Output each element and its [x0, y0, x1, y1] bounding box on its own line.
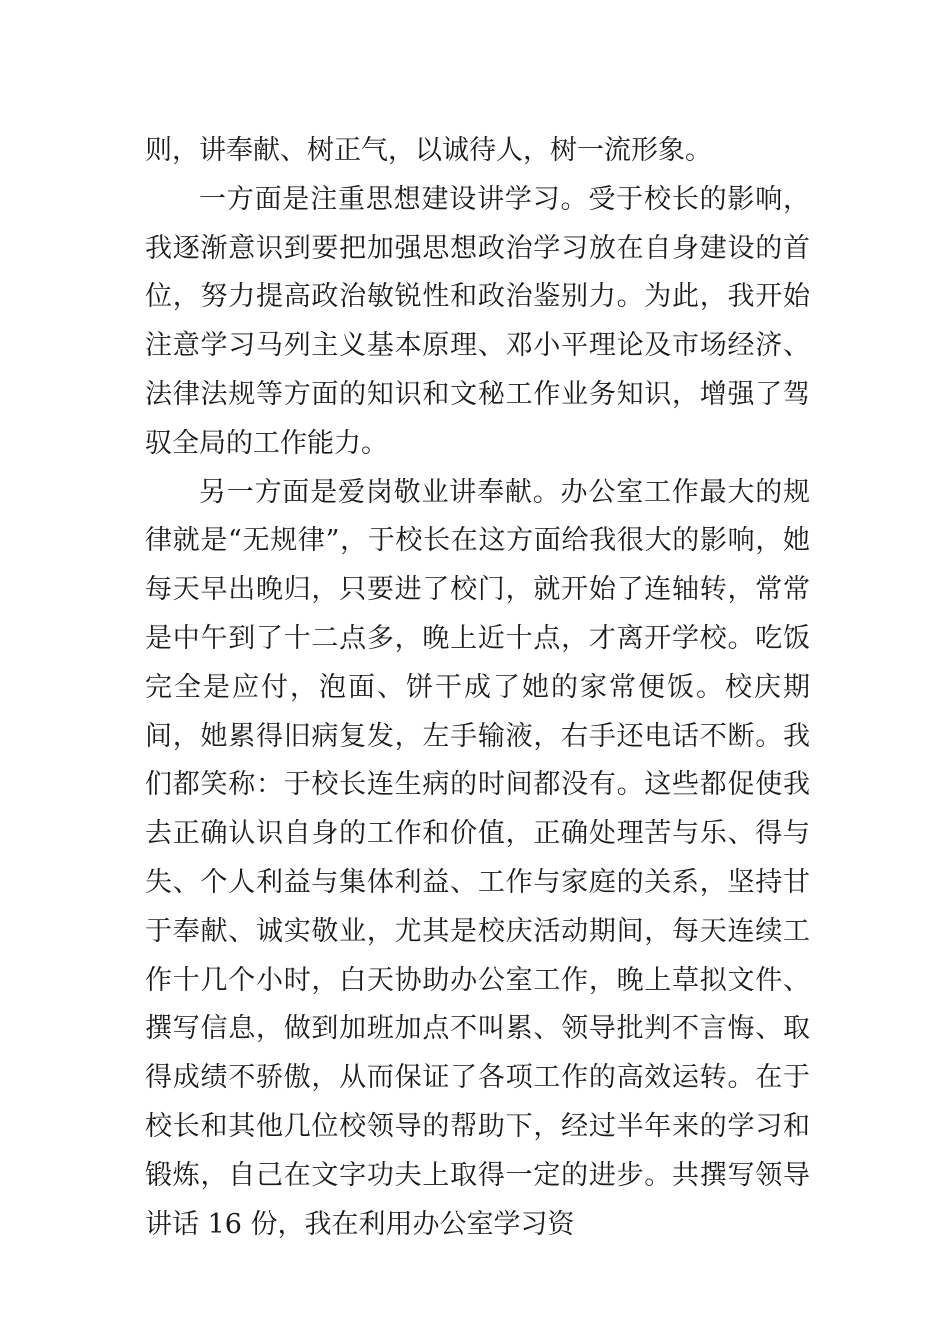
document-body: [145, 127, 810, 1249]
paragraph-1: 则，讲奉献、树正气，以诚待人，树一流形象。: [145, 135, 712, 166]
paragraph-3: 另一方面是爱岗敬业讲奉献。办公室工作最大的规律就是“无规律”，于校长在这方面给我很大的影响，她每天早出晚归，只要进了校门，就开始了连轴转，常常是中午到了十二点多，晚上近十点，才离开学校。吃饭完全是应付，泡面、饼干成了她的家常便饭。校庆期间，她累得旧病复发，左手输液，右手还电话不断。我们都笑称：于校长连生病的时间都没有。这些都促使我去正确认识自身的工作和价值，正确处理苦与乐、得与失、个人利益与集体利益、工作与家庭的关系，坚持甘于奉献、诚实敬业，尤其是校庆活动期间，每天连续工作十几个小时，白天协助办公室工作，晚上草拟文件、撰写信息，做到加班加点不叫累、领导批判不言悔、取得成绩不骄傲，从而保证了各项工作的高效运转。在于校长和其他几位校领导的帮助下，经过半年来的学习和锻炼，自己在文字功夫上取得一定的进步。共撰写领导讲话 16 份，我在利用办公室学习资: [145, 476, 810, 1240]
paragraph-2: 一方面是注重思想建设讲学习。受于校长的影响，我逐渐意识到要把加强思想政治学习放在自身建设的首位，努力提高政治敏锐性和政治鉴别力。为此，我开始注意学习马列主义基本原理、邓小平理论及市场经济、法律法规等方面的知识和文秘工作业务知识，增强了驾驭全局的工作能力。: [145, 183, 810, 459]
